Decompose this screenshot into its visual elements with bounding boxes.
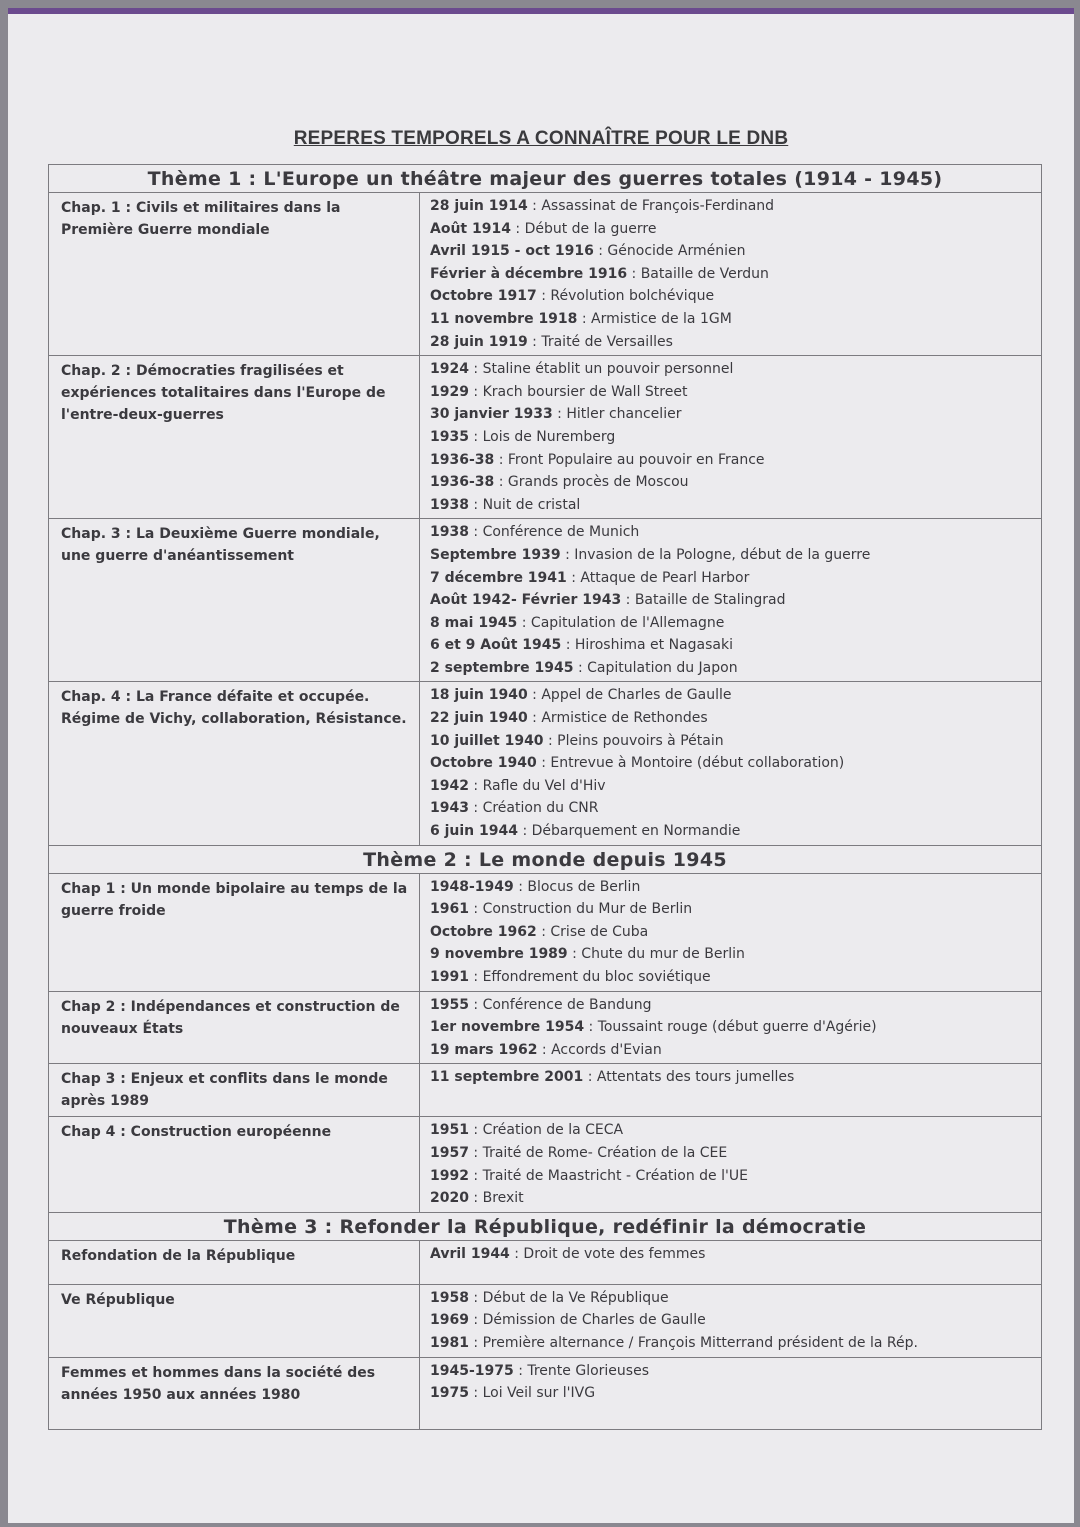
event-date: 2 septembre 1945 bbox=[430, 659, 574, 676]
theme-row bbox=[49, 1212, 1042, 1240]
timeline-body bbox=[49, 165, 1042, 1430]
event-item bbox=[430, 1332, 1031, 1355]
event-description: : Appel de Charles de Gaulle bbox=[527, 687, 732, 704]
event-item bbox=[430, 285, 1031, 308]
event-description: : Démission de Charles de Gaulle bbox=[468, 1312, 706, 1329]
event-item bbox=[430, 1142, 1031, 1165]
events-cell bbox=[420, 356, 1042, 519]
event-description: : Traité de Rome- Création de la CEE bbox=[468, 1144, 728, 1161]
events-cell bbox=[420, 682, 1042, 845]
event-date: 1938 bbox=[430, 496, 469, 513]
event-description: : Bataille de Stalingrad bbox=[621, 592, 786, 609]
event-date: 9 novembre 1989 bbox=[430, 946, 568, 963]
event-item bbox=[430, 589, 1031, 612]
event-description: : Invasion de la Pologne, début de la guerre bbox=[560, 546, 871, 563]
event-description: : Grands procès de Moscou bbox=[494, 474, 689, 491]
events-cell bbox=[420, 873, 1042, 991]
event-description: : Brexit bbox=[468, 1190, 524, 1207]
event-date: Octobre 1962 bbox=[430, 923, 537, 940]
events-cell bbox=[420, 991, 1042, 1064]
event-item bbox=[430, 471, 1031, 494]
events-cell bbox=[420, 193, 1042, 356]
event-item bbox=[430, 195, 1031, 218]
event-date: 8 mai 1945 bbox=[430, 614, 518, 631]
chapter-label: Chap 4 : Construction européenne bbox=[49, 1117, 420, 1212]
event-date: 1924 bbox=[430, 361, 469, 378]
event-item bbox=[430, 426, 1031, 449]
event-description: : Bataille de Verdun bbox=[627, 265, 769, 282]
event-description: : Création du CNR bbox=[468, 800, 599, 817]
chapter-label: Chap 3 : Enjeux et conflits dans le monde après 1989 bbox=[49, 1064, 420, 1117]
event-description: : Révolution bolchévique bbox=[536, 288, 715, 305]
event-item bbox=[430, 1165, 1031, 1188]
event-description: : Début de la guerre bbox=[510, 220, 657, 237]
event-date: 28 juin 1919 bbox=[430, 333, 528, 350]
event-description: : Staline établit un pouvoir personnel bbox=[468, 361, 734, 378]
event-item bbox=[430, 240, 1031, 263]
event-description: : Construction du Mur de Berlin bbox=[468, 901, 693, 918]
event-item bbox=[430, 1016, 1031, 1039]
theme-title: Thème 3 : Refonder la République, redéfinir la démocratie bbox=[49, 1212, 1042, 1240]
event-description: : Création de la CECA bbox=[468, 1122, 624, 1139]
event-date: 1958 bbox=[430, 1289, 469, 1306]
event-item bbox=[430, 1309, 1031, 1332]
event-item bbox=[430, 1187, 1031, 1210]
event-item bbox=[430, 752, 1031, 775]
event-date: 1929 bbox=[430, 383, 469, 400]
event-date: 28 juin 1914 bbox=[430, 198, 528, 214]
event-date: 1936-38 bbox=[430, 474, 495, 491]
event-item bbox=[430, 1243, 1031, 1266]
theme-row bbox=[49, 165, 1042, 193]
event-date: Avril 1915 - oct 1916 bbox=[430, 243, 594, 260]
event-date: 1957 bbox=[430, 1144, 469, 1161]
event-description: : Attentats des tours jumelles bbox=[583, 1069, 795, 1086]
chapter-row bbox=[49, 1117, 1042, 1212]
chapter-row bbox=[49, 193, 1042, 356]
event-description: : Traité de Maastricht - Création de l'UE bbox=[468, 1167, 748, 1184]
chapter-label: Chap 1 : Un monde bipolaire au temps de la guerre froide bbox=[49, 873, 420, 991]
events-cell bbox=[420, 1117, 1042, 1212]
event-date: 6 juin 1944 bbox=[430, 823, 518, 840]
chapter-label: Chap 2 : Indépendances et construction de nouveaux États bbox=[49, 991, 420, 1064]
event-item bbox=[430, 331, 1031, 354]
event-description: : Traité de Versailles bbox=[527, 333, 673, 350]
event-description: : Lois de Nuremberg bbox=[468, 428, 616, 445]
theme-row bbox=[49, 845, 1042, 873]
event-item bbox=[430, 358, 1031, 381]
event-date: 30 janvier 1933 bbox=[430, 406, 553, 423]
events-cell bbox=[420, 519, 1042, 682]
event-description: : Attaque de Pearl Harbor bbox=[566, 569, 750, 586]
theme-title: Thème 1 : L'Europe un théâtre majeur des guerres totales (1914 - 1945) bbox=[49, 165, 1042, 193]
event-item bbox=[430, 657, 1031, 680]
event-item bbox=[430, 730, 1031, 753]
event-description: : Chute du mur de Berlin bbox=[567, 946, 745, 963]
event-item bbox=[430, 521, 1031, 544]
event-item bbox=[430, 381, 1031, 404]
event-date: 1981 bbox=[430, 1334, 469, 1351]
event-item bbox=[430, 612, 1031, 635]
event-date: Avril 1944 bbox=[430, 1245, 510, 1262]
event-date: 1992 bbox=[430, 1167, 469, 1184]
event-date: Août 1914 bbox=[430, 220, 511, 237]
event-item bbox=[430, 1039, 1031, 1062]
event-description: : Capitulation de l'Allemagne bbox=[517, 614, 725, 631]
event-item bbox=[430, 876, 1031, 899]
event-date: 22 juin 1940 bbox=[430, 710, 528, 727]
event-description: : Entrevue à Montoire (début collaboration) bbox=[536, 755, 845, 772]
event-description: : Crise de Cuba bbox=[536, 923, 649, 940]
event-item bbox=[430, 449, 1031, 472]
events-cell bbox=[420, 1064, 1042, 1117]
event-date: 1975 bbox=[430, 1385, 469, 1402]
event-description: : Première alternance / François Mitterrand président de la Rép. bbox=[468, 1334, 918, 1351]
event-item bbox=[430, 1119, 1031, 1142]
event-item bbox=[430, 1287, 1031, 1310]
event-item bbox=[430, 921, 1031, 944]
event-item bbox=[430, 943, 1031, 966]
event-item bbox=[430, 898, 1031, 921]
event-description: : Rafle du Vel d'Hiv bbox=[468, 777, 606, 794]
event-date: Février à décembre 1916 bbox=[430, 265, 628, 282]
event-date: 6 et 9 Août 1945 bbox=[430, 637, 562, 654]
event-item bbox=[430, 567, 1031, 590]
event-description: : Début de la Ve République bbox=[468, 1289, 669, 1306]
event-date: 1943 bbox=[430, 800, 469, 817]
event-date: 1955 bbox=[430, 996, 469, 1013]
chapter-label: Chap. 4 : La France défaite et occupée. Régime de Vichy, collaboration, Résistance. bbox=[49, 682, 420, 845]
event-description: : Hitler chancelier bbox=[552, 406, 682, 423]
event-description: : Blocus de Berlin bbox=[513, 878, 641, 895]
event-item bbox=[430, 966, 1031, 989]
event-date: 1945-1975 bbox=[430, 1362, 514, 1379]
event-date: 18 juin 1940 bbox=[430, 687, 528, 704]
event-date: 7 décembre 1941 bbox=[430, 569, 567, 586]
event-date: Septembre 1939 bbox=[430, 546, 561, 563]
event-item bbox=[430, 494, 1031, 517]
event-description: : Trente Glorieuses bbox=[513, 1362, 649, 1379]
event-item bbox=[430, 308, 1031, 331]
chapter-row bbox=[49, 356, 1042, 519]
chapter-label: Chap. 3 : La Deuxième Guerre mondiale, une guerre d'anéantissement bbox=[49, 519, 420, 682]
chapter-label: Femmes et hommes dans la société des années 1950 aux années 1980 bbox=[49, 1357, 420, 1429]
event-item bbox=[430, 1066, 1031, 1089]
event-description: : Hiroshima et Nagasaki bbox=[561, 637, 733, 654]
chapter-row bbox=[49, 1064, 1042, 1117]
chapter-label: Ve République bbox=[49, 1284, 420, 1357]
timeline-table bbox=[48, 164, 1042, 1430]
event-item bbox=[430, 1382, 1031, 1405]
event-date: 11 septembre 2001 bbox=[430, 1069, 584, 1086]
event-item bbox=[430, 218, 1031, 241]
event-description: : Débarquement en Normandie bbox=[518, 823, 741, 840]
event-description: : Droit de vote des femmes bbox=[509, 1245, 706, 1262]
event-description: : Armistice de la 1GM bbox=[577, 310, 732, 327]
event-description: : Nuit de cristal bbox=[468, 496, 581, 513]
chapter-row bbox=[49, 1240, 1042, 1284]
chapter-label: Refondation de la République bbox=[49, 1240, 420, 1284]
chapter-row bbox=[49, 519, 1042, 682]
event-date: 19 mars 1962 bbox=[430, 1041, 538, 1058]
events-cell bbox=[420, 1240, 1042, 1284]
event-description: : Accords d'Evian bbox=[537, 1041, 662, 1058]
event-item bbox=[430, 263, 1031, 286]
event-date: 1er novembre 1954 bbox=[430, 1019, 585, 1036]
event-date: 1961 bbox=[430, 901, 469, 918]
document-sheet bbox=[8, 8, 1074, 1523]
event-date: 1969 bbox=[430, 1312, 469, 1329]
chapter-row bbox=[49, 873, 1042, 991]
event-description: : Effondrement du bloc soviétique bbox=[468, 969, 711, 985]
chapter-row bbox=[49, 1284, 1042, 1357]
chapter-row bbox=[49, 682, 1042, 845]
event-date: 11 novembre 1918 bbox=[430, 310, 578, 327]
event-item bbox=[430, 544, 1031, 567]
event-description: : Front Populaire au pouvoir en France bbox=[494, 451, 765, 468]
event-description: : Toussaint rouge (début guerre d'Agérie) bbox=[584, 1019, 877, 1036]
event-date: Octobre 1940 bbox=[430, 755, 537, 772]
event-date: 1951 bbox=[430, 1122, 469, 1139]
event-item bbox=[430, 684, 1031, 707]
event-date: 1938 bbox=[430, 524, 469, 541]
event-date: Août 1942- Février 1943 bbox=[430, 592, 622, 609]
event-date: 1991 bbox=[430, 969, 469, 985]
event-item bbox=[430, 775, 1031, 798]
event-item bbox=[430, 403, 1031, 426]
event-description: : Loi Veil sur l'IVG bbox=[468, 1385, 596, 1402]
event-description: : Assassinat de François-Ferdinand bbox=[527, 198, 775, 214]
chapter-row bbox=[49, 991, 1042, 1064]
event-date: Octobre 1917 bbox=[430, 288, 537, 305]
chapter-row bbox=[49, 1357, 1042, 1429]
event-date: 10 juillet 1940 bbox=[430, 732, 544, 749]
event-item bbox=[430, 707, 1031, 730]
event-description: : Conférence de Bandung bbox=[468, 996, 652, 1013]
event-item bbox=[430, 1360, 1031, 1383]
page-title: REPERES TEMPORELS A CONNAÎTRE POUR LE DNB bbox=[293, 128, 789, 149]
event-item bbox=[430, 994, 1031, 1017]
chapter-label: Chap. 1 : Civils et militaires dans la Première Guerre mondiale bbox=[49, 193, 420, 356]
events-cell bbox=[420, 1357, 1042, 1429]
event-description: : Krach boursier de Wall Street bbox=[468, 383, 688, 400]
theme-title: Thème 2 : Le monde depuis 1945 bbox=[49, 845, 1042, 873]
event-description: : Conférence de Munich bbox=[468, 524, 640, 541]
event-description: : Pleins pouvoirs à Pétain bbox=[543, 732, 724, 749]
event-item bbox=[430, 797, 1031, 820]
event-date: 1948-1949 bbox=[430, 878, 514, 895]
event-item bbox=[430, 820, 1031, 843]
events-cell bbox=[420, 1284, 1042, 1357]
event-date: 1935 bbox=[430, 428, 469, 445]
event-date: 1936-38 bbox=[430, 451, 495, 468]
event-date: 1942 bbox=[430, 777, 469, 794]
event-description: : Capitulation du Japon bbox=[573, 659, 738, 676]
chapter-label: Chap. 2 : Démocraties fragilisées et expériences totalitaires dans l'Europe de l'entre-deux-guerres bbox=[49, 356, 420, 519]
event-description: : Génocide Arménien bbox=[593, 243, 746, 260]
event-description: : Armistice de Rethondes bbox=[527, 710, 708, 727]
event-date: 2020 bbox=[430, 1190, 469, 1207]
event-item bbox=[430, 634, 1031, 657]
